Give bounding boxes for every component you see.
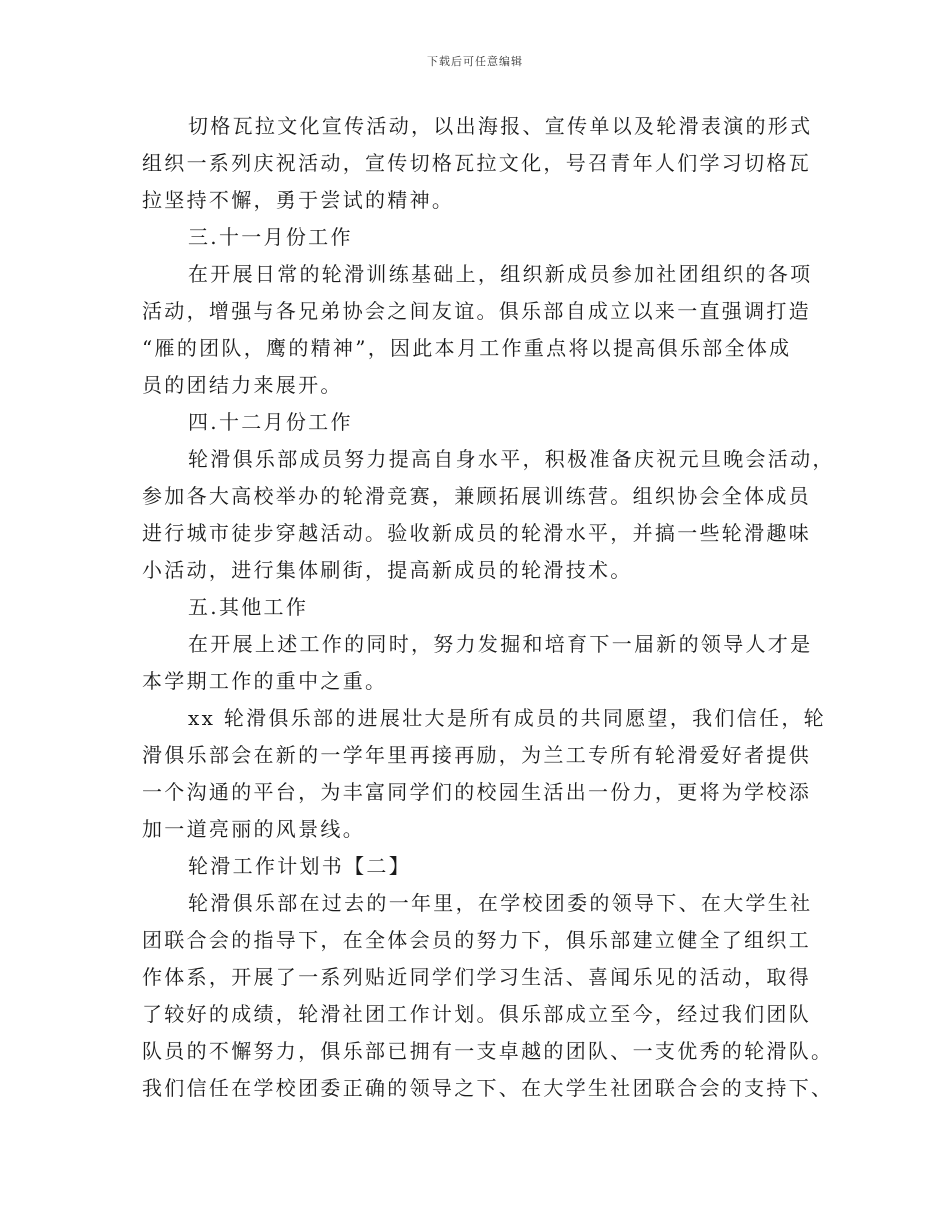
paragraph-line: 拉坚持不懈，勇于尝试的精神。 (142, 188, 455, 212)
paragraph-line: 团联合会的指导下，在全体会员的努力下，俱乐部建立健全了组织工 (142, 928, 811, 952)
paragraph-line: 一个沟通的平台，为丰富同学们的校园生活出一份力，更将为学校添 (142, 780, 811, 804)
paragraph-line: 轮滑俱乐部在过去的一年里，在学校团委的领导下、在大学生社 (188, 891, 813, 915)
paragraph-line: 组织一系列庆祝活动，宣传切格瓦拉文化，号召青年人们学习切格瓦 (142, 151, 811, 175)
paragraph-line: 本学期工作的重中之重。 (142, 669, 388, 693)
paragraph-line: 队员的不懈努力，俱乐部已拥有一支卓越的团队、一支优秀的轮滑队。 (142, 1039, 834, 1063)
paragraph-line: 小活动，进行集体刷街，提高新成员的轮滑技术。 (142, 558, 633, 582)
paragraph-line: xx 轮滑俱乐部的进展壮大是所有成员的共同愿望，我们信任，轮 (188, 706, 826, 730)
paragraph-line: 进行城市徒步穿越活动。验收新成员的轮滑水平，并搞一些轮滑趣味 (142, 521, 811, 545)
paragraph-line: 了较好的成绩，轮滑社团工作计划。俱乐部成立至今，经过我们团队 (142, 1002, 811, 1026)
paragraph-line: 切格瓦拉文化宣传活动，以出海报、宣传单以及轮滑表演的形式 (188, 114, 813, 138)
paragraph-line: “雁的团队，鹰的精神”，因此本月工作重点将以提高俱乐部全体成 (142, 336, 792, 360)
paragraph-line: 我们信任在学校团委正确的领导之下、在大学生社团联合会的支持下、 (142, 1076, 834, 1100)
paragraph-line: 滑俱乐部会在新的一学年里再接再励，为兰工专所有轮滑爱好者提供 (142, 743, 811, 767)
section-heading: 五.其他工作 (188, 595, 309, 619)
paragraph-line: 轮滑俱乐部成员努力提高自身水平，积极准备庆祝元旦晚会活动， (188, 447, 835, 471)
paragraph-line: 活动，增强与各兄弟协会之间友谊。俱乐部自成立以来一直强调打造 (142, 299, 811, 323)
paragraph-line: 在开展日常的轮滑训练基础上，组织新成员参加社团组织的各项 (188, 262, 813, 286)
paragraph-line: 作体系，开展了一系列贴近同学们学习生活、喜闻乐见的活动，取得 (142, 965, 811, 989)
page-header: 下载后可任意编辑 (427, 55, 523, 68)
section-heading: 四.十二月份工作 (188, 410, 353, 434)
section-heading: 轮滑工作计划书【二】 (188, 854, 411, 878)
document-body (142, 108, 835, 1107)
paragraph-line: 加一道亮丽的风景线。 (142, 817, 365, 841)
paragraph-line: 在开展上述工作的同时，努力发掘和培育下一届新的领导人才是 (188, 632, 813, 656)
paragraph-line: 参加各大高校举办的轮滑竞赛，兼顾拓展训练营。组织协会全体成员 (142, 484, 811, 508)
paragraph-line: 员的团结力来展开。 (142, 373, 343, 397)
section-heading: 三.十一月份工作 (188, 225, 353, 249)
